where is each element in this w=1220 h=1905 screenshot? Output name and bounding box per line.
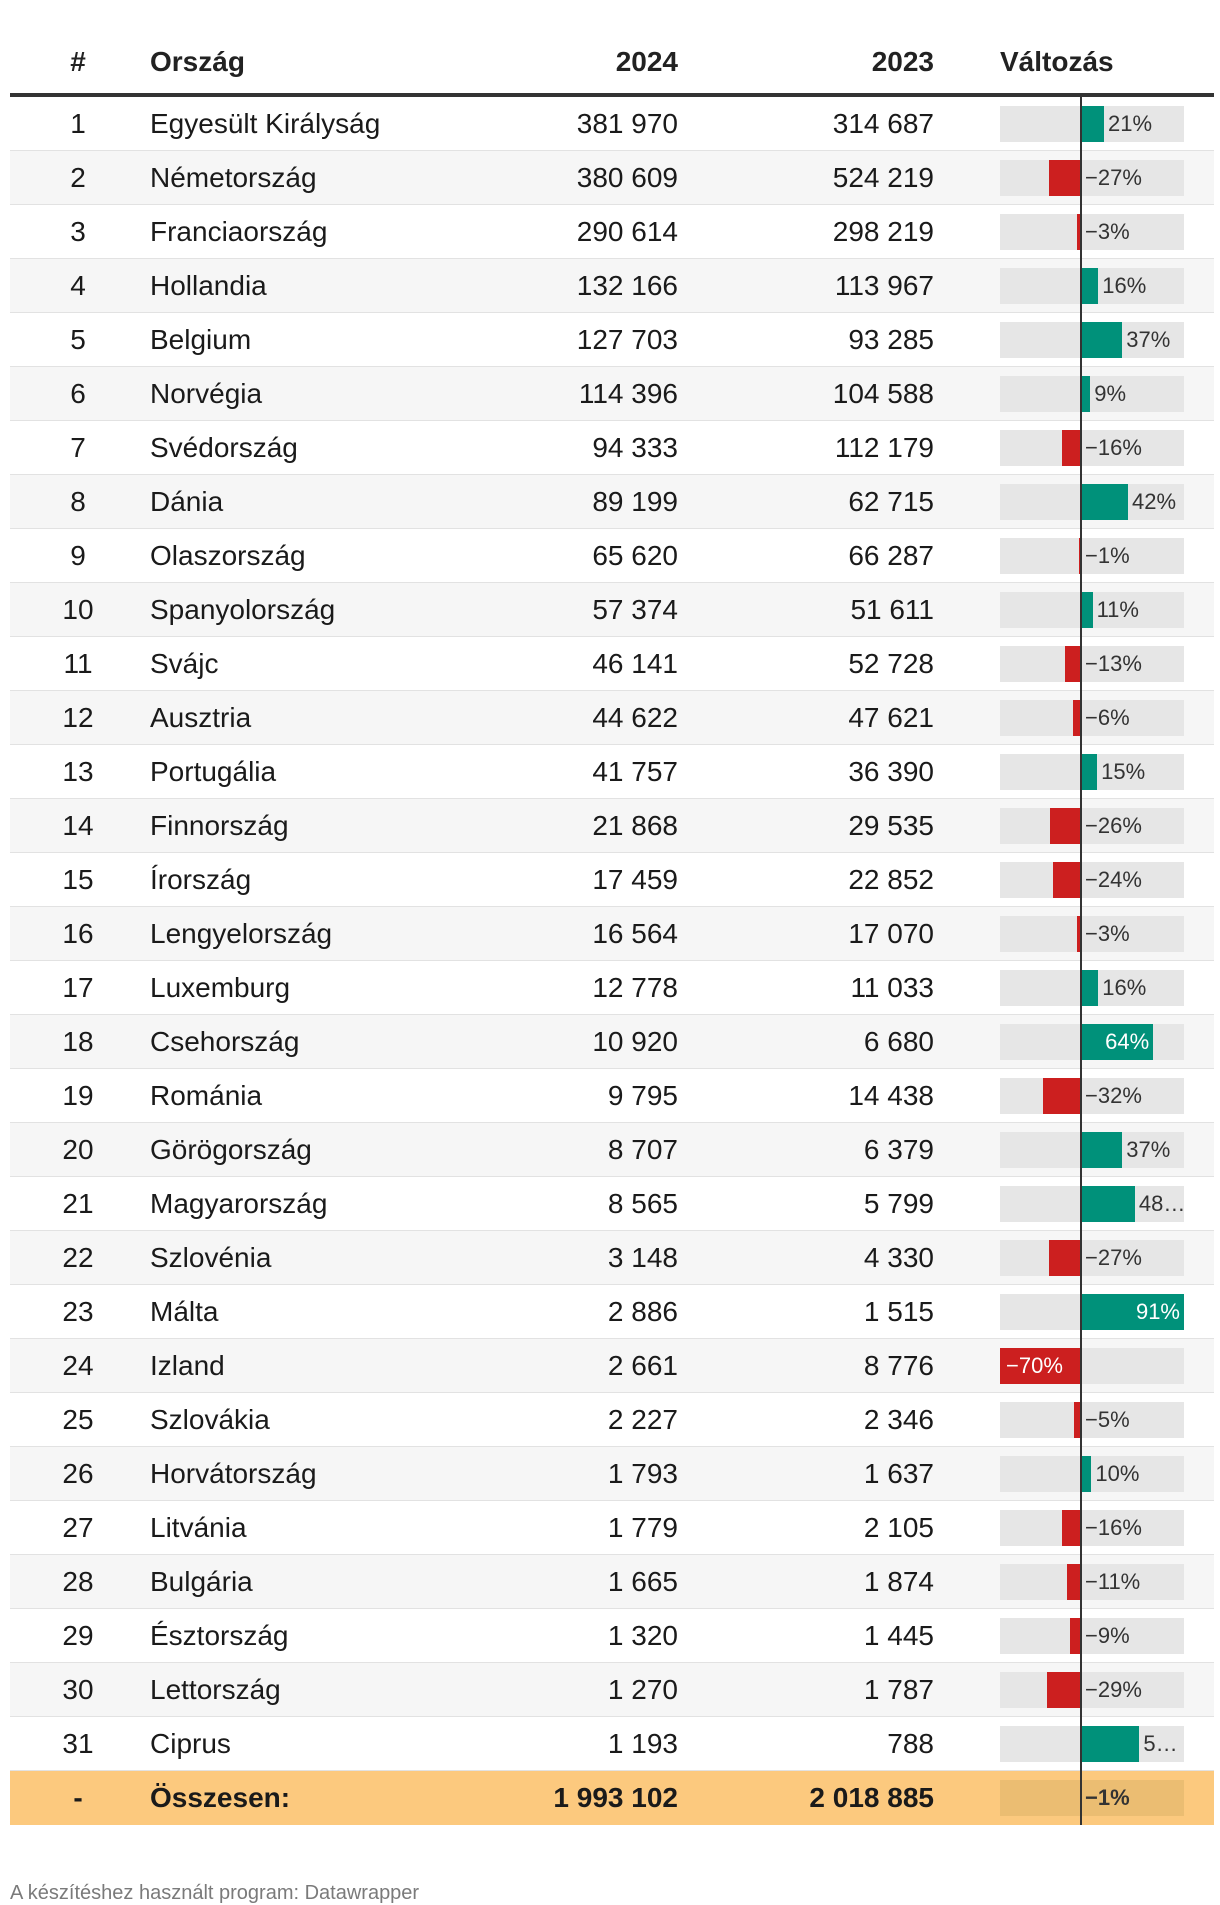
change-bar-cell (1000, 916, 1184, 952)
zero-baseline (1080, 421, 1082, 475)
zero-baseline (1080, 1447, 1082, 1501)
value-2023-cell: 1 787 (863, 1674, 934, 1705)
change-bar (1080, 1186, 1135, 1222)
change-bar-cell (1000, 268, 1184, 304)
zero-baseline (1080, 1231, 1082, 1285)
zero-baseline (1080, 97, 1082, 151)
change-bar-cell (1000, 1564, 1184, 1600)
table-row (10, 1393, 1214, 1447)
table-row (10, 853, 1214, 907)
zero-baseline (1080, 1339, 1082, 1393)
change-bar-cell (1000, 106, 1184, 142)
zero-baseline (1080, 529, 1082, 583)
country-cell: Luxemburg (150, 972, 291, 1003)
country-cell: Hollandia (150, 270, 267, 301)
table-row (10, 691, 1214, 745)
value-2023-cell: 112 179 (834, 432, 934, 463)
table-row (10, 1285, 1214, 1339)
table-header (10, 36, 1214, 97)
value-2023-cell: 1 637 (863, 1458, 934, 1489)
change-bar-cell (1000, 214, 1184, 250)
zero-baseline (1080, 205, 1082, 259)
country-cell: Bulgária (150, 1566, 253, 1597)
change-label: 11% (1096, 597, 1139, 622)
change-label: 91% (1135, 1299, 1180, 1324)
country-cell: Dánia (150, 486, 224, 517)
country-cell: Németország (150, 162, 317, 193)
rank-cell: 17 (62, 972, 94, 1003)
value-2024-cell: 114 396 (578, 378, 678, 409)
value-2023-cell: 62 715 (848, 486, 934, 517)
rank-cell: 20 (62, 1134, 94, 1165)
change-bar (1080, 268, 1098, 304)
change-bar-cell (1000, 1402, 1184, 1438)
value-2024-cell: 8 565 (607, 1188, 678, 1219)
change-bar (1053, 862, 1080, 898)
value-2024-cell: 12 778 (592, 972, 678, 1003)
value-2024-cell: 94 333 (592, 432, 678, 463)
zero-baseline (1080, 1177, 1082, 1231)
value-2023-cell: 52 728 (848, 648, 934, 679)
rank-cell: - (73, 1782, 83, 1813)
table-row (10, 907, 1214, 961)
value-2024-cell: 8 707 (607, 1134, 678, 1165)
header-2024[interactable]: 2024 (615, 46, 678, 77)
change-label: −16% (1085, 435, 1142, 460)
change-bar (1073, 700, 1080, 736)
table-row (10, 1609, 1214, 1663)
country-cell: Egyesült Királyság (150, 108, 381, 139)
change-bar-cell (1000, 700, 1184, 736)
value-2024-cell: 1 993 102 (553, 1782, 678, 1813)
rank-cell: 2 (70, 162, 86, 193)
zero-baseline (1080, 799, 1082, 853)
value-2023-cell: 93 285 (848, 324, 934, 355)
change-bar (1062, 430, 1080, 466)
zero-baseline (1080, 961, 1082, 1015)
change-bar (1080, 1132, 1122, 1168)
value-2023-cell: 788 (887, 1728, 934, 1759)
country-cell: Franciaország (150, 216, 328, 247)
table-row (10, 583, 1214, 637)
country-cell: Románia (150, 1080, 263, 1111)
value-2023-cell: 1 445 (863, 1620, 934, 1651)
change-label: 37% (1126, 1137, 1171, 1162)
country-cell: Lettország (150, 1674, 281, 1705)
value-2024-cell: 41 757 (592, 756, 678, 787)
value-2024-cell: 380 609 (576, 162, 678, 193)
value-2024-cell: 9 795 (607, 1080, 678, 1111)
value-2024-cell: 2 661 (607, 1350, 678, 1381)
rank-cell: 13 (62, 756, 94, 787)
change-label: −32% (1085, 1083, 1142, 1108)
change-bar-cell (1000, 970, 1184, 1006)
change-label: −3% (1085, 219, 1130, 244)
change-bar (1047, 1672, 1080, 1708)
value-2024-cell: 10 920 (592, 1026, 678, 1057)
value-2023-cell: 524 219 (832, 162, 934, 193)
rank-cell: 23 (62, 1296, 94, 1327)
change-label: −6% (1085, 705, 1130, 730)
table-row (10, 313, 1214, 367)
rank-cell: 29 (62, 1620, 94, 1651)
value-2023-cell: 66 287 (848, 540, 934, 571)
value-2023-cell: 22 852 (848, 864, 934, 895)
rank-cell: 22 (62, 1242, 94, 1273)
change-label: −26% (1085, 813, 1142, 838)
value-2024-cell: 2 886 (607, 1296, 678, 1327)
zero-baseline (1080, 1771, 1082, 1825)
header-rank[interactable]: # (70, 46, 86, 77)
rank-cell: 16 (62, 918, 94, 949)
change-bar-cell (1000, 1456, 1184, 1492)
table-row (10, 799, 1214, 853)
change-label: −1% (1085, 1785, 1130, 1810)
country-cell: Szlovákia (150, 1404, 270, 1435)
change-bar-cell (1000, 538, 1184, 574)
table-row (10, 475, 1214, 529)
value-2023-cell: 113 967 (834, 270, 934, 301)
value-2023-cell: 14 438 (848, 1080, 934, 1111)
value-2023-cell: 2 105 (863, 1512, 934, 1543)
change-bar-cell (1000, 484, 1184, 520)
value-2023-cell: 6 379 (863, 1134, 934, 1165)
value-2023-cell: 104 588 (832, 378, 934, 409)
change-bar (1062, 1510, 1080, 1546)
rank-cell: 6 (70, 378, 86, 409)
change-bar-cell (1000, 1186, 1184, 1222)
rank-cell: 3 (70, 216, 86, 247)
change-label: −9% (1085, 1623, 1130, 1648)
change-label: 37% (1126, 327, 1171, 352)
country-cell: Litvánia (150, 1512, 247, 1543)
table-row (10, 1015, 1214, 1069)
change-label: −5% (1085, 1407, 1130, 1432)
table-row (10, 1717, 1214, 1771)
zero-baseline (1080, 1717, 1082, 1771)
header-country[interactable]: Ország (150, 46, 245, 77)
country-cell: Ausztria (150, 702, 252, 733)
value-2023-cell: 2 018 885 (809, 1782, 934, 1813)
value-2024-cell: 1 779 (607, 1512, 678, 1543)
change-bar-cell (1000, 1726, 1184, 1762)
change-label: 9% (1094, 381, 1127, 406)
value-2024-cell: 1 320 (607, 1620, 678, 1651)
change-bar-cell (1000, 1240, 1184, 1276)
country-cell: Spanyolország (150, 594, 336, 625)
country-cell: Ciprus (150, 1728, 231, 1759)
change-label: 15% (1101, 759, 1146, 784)
country-cell: Svájc (150, 648, 219, 679)
table-row (10, 1231, 1214, 1285)
change-label: 48… (1138, 1191, 1186, 1216)
zero-baseline (1080, 313, 1082, 367)
zero-baseline (1080, 151, 1082, 205)
value-2024-cell: 381 970 (576, 108, 678, 139)
country-cell: Lengyelország (150, 918, 333, 949)
value-2023-cell: 5 799 (863, 1188, 934, 1219)
value-2023-cell: 314 687 (832, 108, 934, 139)
zero-baseline (1080, 367, 1082, 421)
change-bar (1049, 160, 1080, 196)
table-row (10, 1447, 1214, 1501)
value-2023-cell: 8 776 (863, 1350, 934, 1381)
value-2023-cell: 17 070 (848, 918, 934, 949)
zero-baseline (1080, 853, 1082, 907)
change-bar-cell (1000, 1510, 1184, 1546)
change-bar-background (1000, 376, 1184, 412)
rank-cell: 4 (70, 270, 86, 301)
change-label: −13% (1085, 651, 1142, 676)
country-cell: Izland (150, 1350, 225, 1381)
change-bar-cell (1000, 1672, 1184, 1708)
change-bar-background (1000, 1456, 1184, 1492)
rank-cell: 31 (62, 1728, 94, 1759)
rank-cell: 10 (62, 594, 94, 625)
rank-cell: 11 (63, 648, 93, 679)
change-bar-cell (1000, 1618, 1184, 1654)
change-label: 5… (1143, 1731, 1178, 1756)
value-2024-cell: 3 148 (607, 1242, 678, 1273)
change-bar-cell (1000, 1132, 1184, 1168)
value-2023-cell: 1 515 (863, 1296, 934, 1327)
change-label: −29% (1085, 1677, 1142, 1702)
country-cell: Málta (150, 1296, 219, 1327)
change-bar (1049, 1240, 1080, 1276)
change-bar-cell (1000, 1780, 1184, 1816)
country-cell: Norvégia (150, 378, 263, 409)
rank-cell: 8 (70, 486, 86, 517)
table-row (10, 151, 1214, 205)
footer-credit: A készítéshez használt program: Datawrapper (10, 1882, 420, 1904)
change-bar-cell (1000, 430, 1184, 466)
table-row (10, 205, 1214, 259)
zero-baseline (1080, 1069, 1082, 1123)
value-2023-cell: 36 390 (848, 756, 934, 787)
change-bar-cell (1000, 754, 1184, 790)
change-bar (1080, 1726, 1139, 1762)
zero-baseline (1080, 637, 1082, 691)
country-cell: Finnország (150, 810, 289, 841)
header-2023[interactable]: 2023 (871, 46, 934, 77)
value-2024-cell: 65 620 (592, 540, 678, 571)
value-2023-cell: 29 535 (848, 810, 934, 841)
change-bar (1043, 1078, 1080, 1114)
table-row (10, 637, 1214, 691)
zero-baseline (1080, 907, 1082, 961)
change-label: −24% (1085, 867, 1142, 892)
table-row (10, 1123, 1214, 1177)
table-row (10, 961, 1214, 1015)
change-bar-cell (1000, 592, 1184, 628)
value-2024-cell: 1 270 (607, 1674, 678, 1705)
zero-baseline (1080, 1663, 1082, 1717)
rank-cell: 18 (62, 1026, 94, 1057)
value-2023-cell: 11 033 (850, 972, 934, 1003)
rank-cell: 21 (62, 1188, 94, 1219)
zero-baseline (1080, 475, 1082, 529)
change-label: −16% (1085, 1515, 1142, 1540)
table-row (10, 1501, 1214, 1555)
change-label: 21% (1108, 111, 1153, 136)
value-2024-cell: 2 227 (607, 1404, 678, 1435)
change-bar-cell (1000, 1348, 1184, 1384)
country-cell: Magyarország (150, 1188, 328, 1219)
country-cell: Észtország (150, 1620, 289, 1651)
value-2024-cell: 132 166 (576, 270, 678, 301)
table-row (10, 1177, 1214, 1231)
value-2024-cell: 127 703 (576, 324, 678, 355)
value-2024-cell: 46 141 (592, 648, 678, 679)
rank-cell: 27 (62, 1512, 94, 1543)
change-label: 10% (1095, 1461, 1140, 1486)
country-cell: Írország (150, 864, 252, 895)
change-bar-cell (1000, 376, 1184, 412)
rank-cell: 15 (62, 864, 94, 895)
rank-cell: 9 (70, 540, 86, 571)
rank-cell: 12 (62, 702, 94, 733)
value-2024-cell: 1 665 (607, 1566, 678, 1597)
country-cell: Portugália (150, 756, 277, 787)
value-2023-cell: 1 874 (863, 1566, 934, 1597)
zero-baseline (1080, 1285, 1082, 1339)
rank-cell: 28 (62, 1566, 94, 1597)
country-cell: Svédország (150, 432, 298, 463)
table-row (10, 367, 1214, 421)
value-2024-cell: 57 374 (592, 594, 678, 625)
zero-baseline (1080, 1015, 1082, 1069)
value-2024-cell: 44 622 (592, 702, 678, 733)
zero-baseline (1080, 1501, 1082, 1555)
rank-cell: 30 (62, 1674, 94, 1705)
zero-baseline (1080, 691, 1082, 745)
change-bar-cell (1000, 322, 1184, 358)
change-label: −11% (1085, 1569, 1141, 1594)
rank-cell: 1 (70, 108, 86, 139)
change-label: −70% (1006, 1353, 1063, 1378)
change-bar (1080, 970, 1098, 1006)
table-row (10, 1663, 1214, 1717)
header-change[interactable]: Változás (1000, 46, 1114, 77)
value-2024-cell: 1 793 (607, 1458, 678, 1489)
change-label: −27% (1085, 165, 1142, 190)
zero-baseline (1080, 1123, 1082, 1177)
table-row (10, 1069, 1214, 1123)
country-cell: Görögország (150, 1134, 312, 1165)
value-2024-cell: 17 459 (592, 864, 678, 895)
country-cell: Horvátország (150, 1458, 317, 1489)
change-label: −27% (1085, 1245, 1142, 1270)
table-row (10, 745, 1214, 799)
change-bar (1065, 646, 1080, 682)
rank-cell: 14 (62, 810, 94, 841)
table-row (10, 259, 1214, 313)
table-row (10, 529, 1214, 583)
change-bar (1070, 1618, 1080, 1654)
data-table (10, 36, 1214, 1825)
value-2023-cell: 51 611 (850, 594, 934, 625)
value-2023-cell: 298 219 (832, 216, 934, 247)
change-label: −3% (1085, 921, 1130, 946)
table-row (10, 1339, 1214, 1393)
change-bar (1080, 754, 1097, 790)
country-cell: Szlovénia (150, 1242, 272, 1273)
zero-baseline (1080, 1393, 1082, 1447)
change-bar-cell (1000, 862, 1184, 898)
change-bar-cell (1000, 1294, 1184, 1330)
change-label: 16% (1102, 975, 1147, 1000)
change-bar (1067, 1564, 1080, 1600)
value-2024-cell: 290 614 (576, 216, 678, 247)
zero-baseline (1080, 745, 1082, 799)
zero-baseline (1080, 1555, 1082, 1609)
change-bar (1080, 106, 1104, 142)
change-bar (1080, 484, 1128, 520)
value-2024-cell: 21 868 (592, 810, 678, 841)
change-bar-cell (1000, 646, 1184, 682)
value-2024-cell: 16 564 (592, 918, 678, 949)
total-row (10, 1771, 1214, 1825)
rank-cell: 25 (62, 1404, 94, 1435)
rank-cell: 24 (62, 1350, 94, 1381)
value-2023-cell: 4 330 (863, 1242, 934, 1273)
table-row (10, 97, 1214, 151)
rank-cell: 5 (70, 324, 86, 355)
zero-baseline (1080, 583, 1082, 637)
value-2023-cell: 6 680 (863, 1026, 934, 1057)
change-bar-cell (1000, 808, 1184, 844)
country-cell: Csehország (150, 1026, 300, 1057)
rank-cell: 26 (62, 1458, 94, 1489)
country-cell: Belgium (150, 324, 252, 355)
zero-baseline (1080, 1609, 1082, 1663)
change-bar (1050, 808, 1080, 844)
change-label: 16% (1102, 273, 1147, 298)
table-body (10, 97, 1214, 1825)
table-row (10, 1555, 1214, 1609)
country-cell: Összesen: (150, 1782, 291, 1813)
change-label: 64% (1105, 1029, 1150, 1054)
value-2024-cell: 89 199 (592, 486, 678, 517)
zero-baseline (1080, 259, 1082, 313)
change-bar-cell (1000, 1024, 1184, 1060)
rank-cell: 7 (70, 432, 86, 463)
change-label: −1% (1085, 543, 1130, 568)
value-2023-cell: 2 346 (863, 1404, 934, 1435)
change-bar (1080, 322, 1122, 358)
change-bar-cell (1000, 1078, 1184, 1114)
change-bar-cell (1000, 160, 1184, 196)
rank-cell: 19 (62, 1080, 94, 1111)
country-cell: Olaszország (150, 540, 306, 571)
value-2023-cell: 47 621 (848, 702, 934, 733)
table-row (10, 421, 1214, 475)
value-2024-cell: 1 193 (607, 1728, 678, 1759)
change-label: 42% (1132, 489, 1177, 514)
